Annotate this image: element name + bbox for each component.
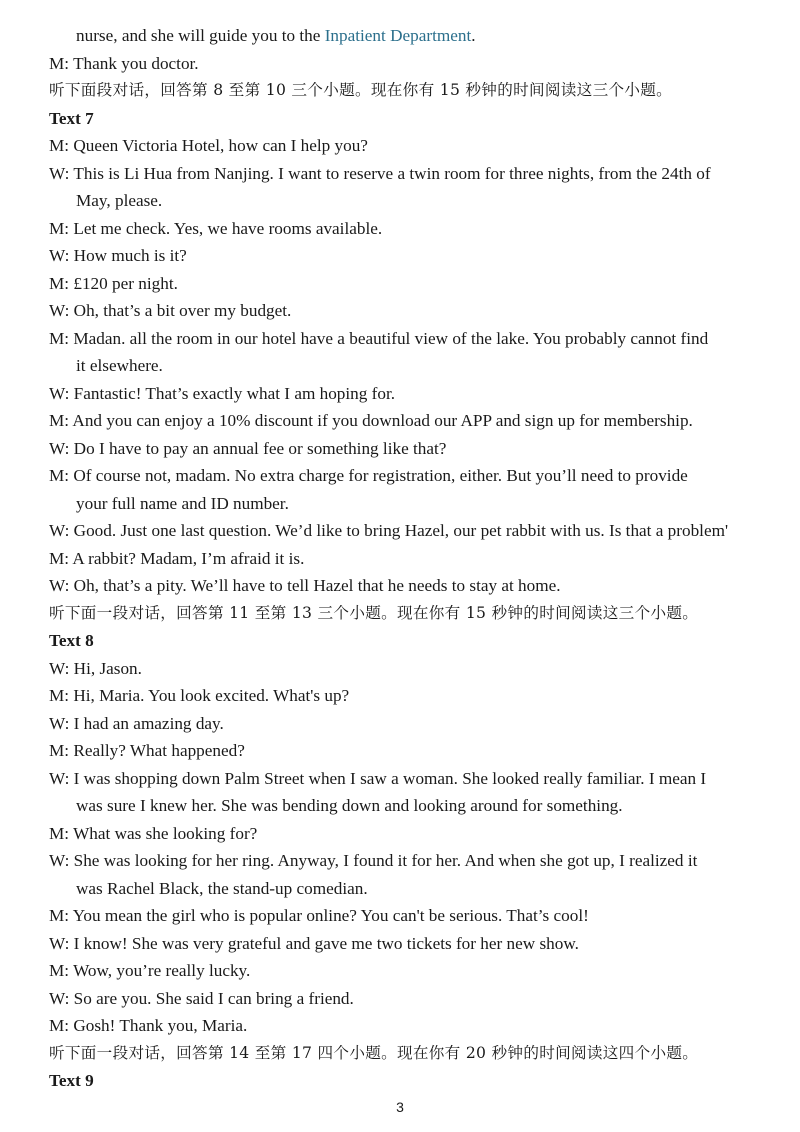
- dialogue-line: [49, 297, 761, 325]
- dialogue-line: [49, 380, 761, 408]
- dialogue-line: [49, 160, 761, 188]
- dialogue-line: [49, 407, 761, 435]
- speaker-label: W:: [49, 933, 70, 953]
- speaker-label: W:: [49, 658, 70, 678]
- dialogue-line: [49, 50, 761, 78]
- speaker-label: M:: [49, 548, 70, 568]
- speaker-label: M:: [49, 411, 70, 430]
- speaker-label: M:: [49, 906, 70, 925]
- speaker-label: W:: [49, 768, 70, 788]
- inpatient-department-link[interactable]: Inpatient Department: [324, 26, 472, 45]
- speaker-label: W:: [49, 851, 70, 870]
- dialogue-line: [49, 132, 761, 160]
- utterance-text: She was looking for her ring. Anyway, I found it for her. And when she got up, I realized it: [73, 851, 698, 870]
- dialogue-line: [49, 820, 761, 848]
- dialogue-line: [49, 710, 761, 738]
- speaker-label: W:: [49, 438, 70, 458]
- listening-instruction: 听下面一段对话，回答第 11 至第 13 三个小题。现在你有 15 秒钟的时间阅读这三个小题。: [49, 603, 699, 622]
- dialogue-line: [49, 847, 761, 875]
- text-run: .: [471, 26, 476, 45]
- speaker-label: W:: [49, 383, 70, 403]
- dialogue-line: [49, 957, 761, 985]
- transcript-body: [49, 22, 761, 1095]
- dialogue-line: [49, 930, 761, 958]
- utterance-text: Thank you doctor.: [73, 53, 199, 73]
- utterance-text: I had an amazing day.: [73, 713, 224, 733]
- utterance-text: Do I have to pay an annual fee or something like that?: [73, 438, 447, 458]
- speaker-label: W:: [49, 713, 70, 733]
- section-heading: Text 8: [49, 631, 94, 650]
- dialogue-line: [49, 270, 761, 298]
- dialogue-line: [49, 215, 761, 243]
- speaker-label: M:: [49, 136, 70, 155]
- speaker-label: W:: [49, 988, 70, 1008]
- speaker-label: W:: [49, 521, 70, 540]
- dialogue-continuation: was Rachel Black, the stand-up comedian.: [76, 878, 368, 898]
- section-heading: Text 7: [49, 108, 94, 128]
- continuation-line: [49, 22, 761, 50]
- text-run: nurse, and she will guide you to the: [76, 26, 325, 45]
- utterance-text: Oh, that’s a bit over my budget.: [73, 301, 292, 320]
- utterance-text: Good. Just one last question. We’d like to bring Hazel, our pet rabbit with us. Is that a problem': [73, 521, 729, 540]
- dialogue-line: [49, 462, 761, 490]
- utterance-text: Madan. all the room in our hotel have a beautiful view of the lake. You probably cannot find: [73, 328, 709, 348]
- utterance-text: Fantastic! That’s exactly what I am hoping for.: [73, 383, 396, 403]
- utterance-text: £120 per night.: [73, 273, 178, 293]
- utterance-text: I know! She was very grateful and gave me two tickets for her new show.: [73, 933, 579, 953]
- utterance-text: Really? What happened?: [73, 741, 245, 760]
- page-number: 3: [396, 1099, 404, 1115]
- dialogue-line: [49, 902, 761, 930]
- dialogue-line: [49, 985, 761, 1013]
- utterance-text: Of course not, madam. No extra charge for registration, either. But you’ll need to provide: [73, 466, 688, 485]
- utterance-text: You mean the girl who is popular online? You can't be serious. That’s cool!: [72, 906, 589, 925]
- dialogue-continuation: your full name and ID number.: [76, 493, 289, 513]
- utterance-text: Hi, Maria. You look excited. What's up?: [73, 686, 350, 705]
- speaker-label: W:: [49, 576, 70, 595]
- speaker-label: W:: [49, 163, 70, 183]
- speaker-label: M:: [49, 328, 70, 348]
- utterance-text: A rabbit? Madam, I’m afraid it is.: [72, 548, 305, 568]
- dialogue-line: [49, 242, 761, 270]
- dialogue-line: [49, 545, 761, 573]
- listening-instruction: 听下面一段对话，回答第 14 至第 17 四个小题。现在你有 20 秒钟的时间阅读这四个小题。: [49, 1043, 699, 1062]
- utterance-text: I was shopping down Palm Street when I saw a woman. She looked really familiar. I mean I: [73, 768, 707, 788]
- speaker-label: M:: [49, 53, 70, 73]
- dialogue-line: [49, 682, 761, 710]
- speaker-label: M:: [49, 218, 70, 238]
- speaker-label: W:: [49, 301, 70, 320]
- section-heading: Text 9: [49, 1071, 94, 1090]
- listening-instruction: 听下面段对话，回答第 8 至第 10 三个小题。现在你有 15 秒钟的时间阅读这三个小题。: [49, 81, 673, 99]
- utterance-text: Gosh! Thank you, Maria.: [73, 1016, 248, 1035]
- dialogue-continuation: May, please.: [76, 191, 163, 210]
- utterance-text: Queen Victoria Hotel, how can I help you?: [73, 136, 368, 155]
- dialogue-continuation: it elsewhere.: [76, 356, 163, 375]
- dialogue-continuation: was sure I knew her. She was bending down and looking around for something.: [76, 796, 623, 815]
- utterance-text: So are you. She said I can bring a friend.: [73, 988, 354, 1008]
- utterance-text: This is Li Hua from Nanjing. I want to reserve a twin room for three nights, from the 24th of: [73, 163, 711, 183]
- dialogue-line: [49, 572, 761, 600]
- speaker-label: M:: [49, 466, 70, 485]
- dialogue-line: [49, 325, 761, 353]
- utterance-text: And you can enjoy a 10% discount if you download our APP and sign up for membership.: [72, 411, 693, 430]
- utterance-text: Wow, you’re really lucky.: [73, 961, 251, 980]
- speaker-label: W:: [49, 246, 70, 265]
- dialogue-line: [49, 1012, 761, 1040]
- dialogue-line: [49, 517, 761, 545]
- utterance-text: How much is it?: [73, 246, 187, 265]
- dialogue-line: [49, 765, 761, 793]
- utterance-text: Hi, Jason.: [73, 658, 142, 678]
- speaker-label: M:: [49, 686, 70, 705]
- utterance-text: Let me check. Yes, we have rooms available.: [73, 218, 383, 238]
- speaker-label: M:: [49, 741, 70, 760]
- dialogue-line: [49, 655, 761, 683]
- utterance-text: Oh, that’s a pity. We’ll have to tell Hazel that he needs to stay at home.: [73, 576, 561, 595]
- dialogue-line: [49, 737, 761, 765]
- speaker-label: M:: [49, 823, 70, 843]
- utterance-text: What was she looking for?: [73, 823, 258, 843]
- speaker-label: M:: [49, 273, 70, 293]
- speaker-label: M:: [49, 1016, 70, 1035]
- speaker-label: M:: [49, 961, 70, 980]
- dialogue-line: [49, 435, 761, 463]
